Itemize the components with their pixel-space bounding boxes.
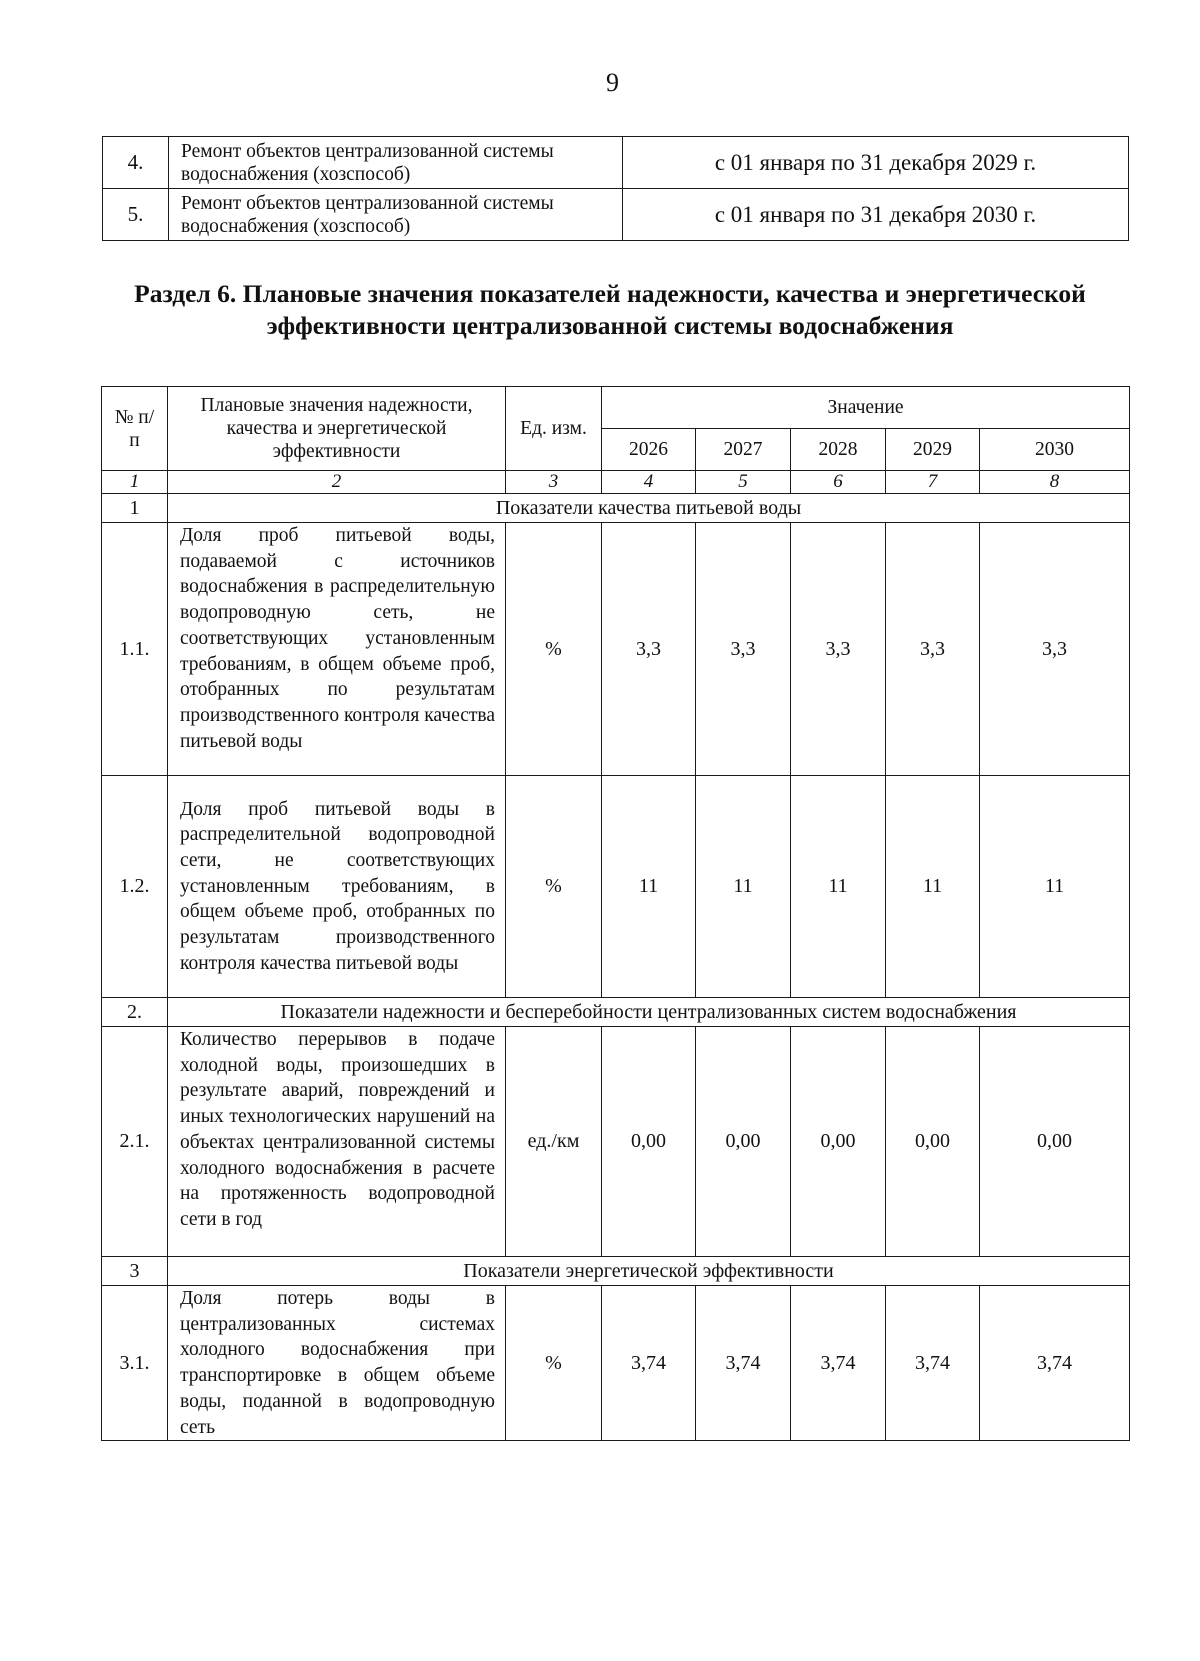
table-row	[102, 776, 1130, 998]
value-cell: 0,00	[696, 1027, 791, 1257]
row-number: 3.1.	[102, 1286, 168, 1441]
table-row	[102, 1027, 1130, 1257]
group-title: Показатели энергетической эффективности	[168, 1257, 1130, 1286]
value-cell: 11	[791, 776, 886, 998]
group-row	[102, 998, 1130, 1027]
indicators-table	[101, 386, 1130, 1441]
group-number: 2.	[102, 998, 168, 1027]
header-year: 2028	[791, 429, 886, 471]
work-period: с 01 января по 31 декабря 2030 г.	[623, 189, 1129, 241]
value-cell: 11	[696, 776, 791, 998]
column-number: 3	[506, 471, 602, 494]
header-value: Значение	[602, 387, 1130, 429]
column-number: 1	[102, 471, 168, 494]
unit: %	[506, 776, 602, 998]
header-name: Плановые значения надежности, качества и энергетической эффективности	[168, 387, 506, 471]
column-number: 4	[602, 471, 696, 494]
unit: %	[506, 523, 602, 776]
table-row	[102, 1286, 1130, 1441]
work-period: с 01 января по 31 декабря 2029 г.	[623, 137, 1129, 189]
value-cell: 3,74	[602, 1286, 696, 1441]
work-name: Ремонт объектов централизованной системы водоснабжения (хозспособ)	[169, 189, 623, 241]
table-row	[102, 523, 1130, 776]
row-number: 2.1.	[102, 1027, 168, 1257]
header-unit: Ед. изм.	[506, 387, 602, 471]
group-row	[102, 1257, 1130, 1286]
unit: %	[506, 1286, 602, 1441]
group-number: 3	[102, 1257, 168, 1286]
table-row	[103, 137, 1129, 189]
section-title: Раздел 6. Плановые значения показателей надежности, качества и энергетической эффективности централизованной системы водоснабжения	[134, 279, 1086, 340]
column-number: 8	[980, 471, 1130, 494]
value-cell: 3,3	[791, 523, 886, 776]
value-cell: 0,00	[602, 1027, 696, 1257]
indicator-name: Количество перерывов в подаче холодной воды, произошедших в результате аварий, повреждений и иных технологических нарушений на объектах централизованной системы холодного водоснабжения в расчете на протяженность водопроводной сети в год	[168, 1027, 506, 1257]
page-number: 9	[606, 68, 619, 97]
value-cell: 3,74	[980, 1286, 1130, 1441]
row-number: 4.	[103, 137, 169, 189]
column-number: 5	[696, 471, 791, 494]
group-row	[102, 494, 1130, 523]
value-cell: 0,00	[791, 1027, 886, 1257]
row-number: 1.1.	[102, 523, 168, 776]
group-title: Показатели качества питьевой воды	[168, 494, 1130, 523]
header-year: 2027	[696, 429, 791, 471]
indicator-name: Доля проб питьевой воды в распределительной водопроводной сети, не соответствующих установленным требованиям, в общем объеме проб, отобранных по результатам производственного контроля качества питьевой воды	[168, 776, 506, 998]
value-cell: 11	[886, 776, 980, 998]
indicator-name: Доля потерь воды в централизованных системах холодного водоснабжения при транспортировке в общем объеме воды, поданной в водопроводную сеть	[168, 1286, 506, 1441]
value-cell: 3,3	[886, 523, 980, 776]
column-number: 7	[886, 471, 980, 494]
row-number: 1.2.	[102, 776, 168, 998]
row-number: 5.	[103, 189, 169, 241]
indicator-name: Доля проб питьевой воды, подаваемой с источников водоснабжения в распределительную водопроводную сеть, не соответствующих установленным требованиям, в общем объеме проб, отобранных по результатам производственного контроля качества питьевой воды	[168, 523, 506, 776]
value-cell: 11	[980, 776, 1130, 998]
value-cell: 3,3	[980, 523, 1130, 776]
work-name: Ремонт объектов централизованной системы водоснабжения (хозспособ)	[169, 137, 623, 189]
schedule-table	[102, 136, 1129, 241]
unit: ед./км	[506, 1027, 602, 1257]
value-cell: 3,3	[602, 523, 696, 776]
value-cell: 11	[602, 776, 696, 998]
table-row	[103, 189, 1129, 241]
value-cell: 3,74	[886, 1286, 980, 1441]
value-cell: 0,00	[886, 1027, 980, 1257]
header-year: 2029	[886, 429, 980, 471]
value-cell: 0,00	[980, 1027, 1130, 1257]
value-cell: 3,74	[696, 1286, 791, 1441]
group-title: Показатели надежности и бесперебойности централизованных систем водоснабжения	[168, 998, 1130, 1027]
column-number: 6	[791, 471, 886, 494]
group-number: 1	[102, 494, 168, 523]
value-cell: 3,74	[791, 1286, 886, 1441]
header-year: 2030	[980, 429, 1130, 471]
header-year: 2026	[602, 429, 696, 471]
column-number: 2	[168, 471, 506, 494]
value-cell: 3,3	[696, 523, 791, 776]
header-num: № п/п	[102, 387, 168, 471]
